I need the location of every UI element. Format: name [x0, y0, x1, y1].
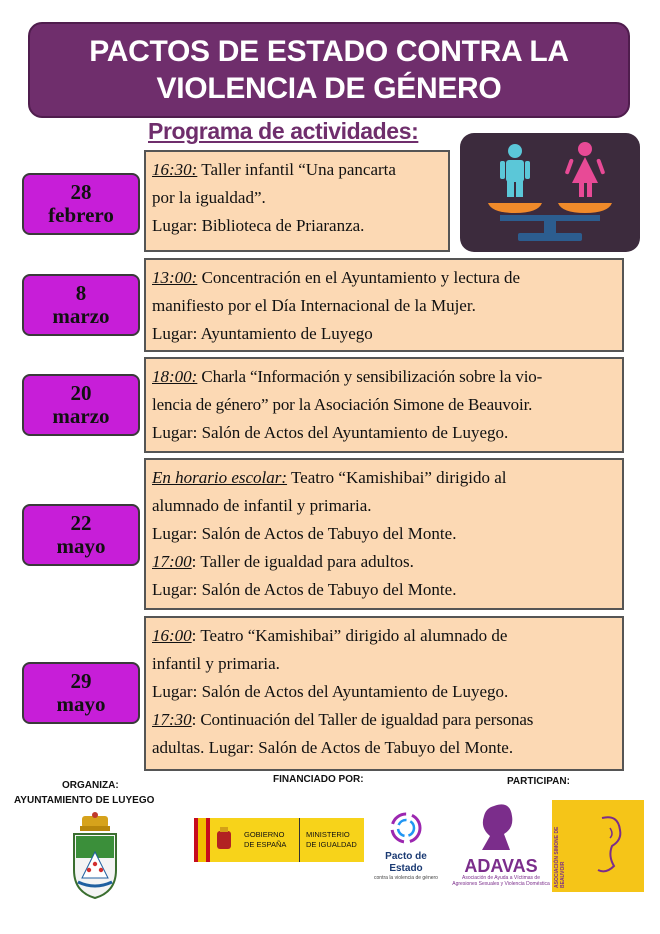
date-day: 8 [75, 281, 87, 305]
date-badge-29-mayo [22, 662, 140, 724]
adavas-sub1: Asociación de Ayuda a Víctimas de [461, 875, 540, 881]
event-text: infantil y primaria. [152, 654, 280, 673]
event-text: : Taller de igualdad para adultos. [191, 552, 414, 571]
luyego-coat-of-arms-logo [68, 812, 122, 900]
event-time: 13:00: [152, 268, 198, 287]
pacto-heart-icon [386, 810, 426, 846]
date-badge-22-mayo [22, 504, 140, 566]
pacto-sub: contra la violencia de género [374, 875, 438, 881]
financiado-label: FINANCIADO POR: [273, 774, 364, 785]
event-box-1 [144, 150, 450, 252]
event-location: Lugar: Biblioteca de Priaranza. [152, 216, 365, 235]
event-time: 17:30 [152, 710, 192, 729]
date-month: mayo [56, 534, 106, 558]
date-month: mayo [56, 692, 106, 716]
event-text: : Teatro “Kamishibai” dirigido al alumnado de [191, 626, 508, 645]
event-location: Lugar: Salón de Actos del Ayuntamiento de Luyego. [152, 682, 509, 701]
event-location: Lugar: Ayuntamiento de Luyego [152, 324, 373, 343]
gov-left-line1: GOBIERNO [244, 830, 285, 839]
event-text: : Continuación del Taller de igualdad para personas [191, 710, 534, 729]
event-box-4 [144, 458, 624, 610]
gov-right-line1: MINISTERIO [306, 830, 350, 839]
date-day: 29 [70, 669, 92, 693]
event-time: 17:00 [152, 552, 192, 571]
adavas-logo [452, 800, 550, 890]
pacto-name: Pacto de Estado [385, 851, 427, 874]
title-banner [28, 22, 630, 118]
event-text: Teatro “Kamishibai” dirigido al [287, 468, 507, 487]
event-text: por la igualdad”. [152, 188, 266, 207]
date-month: marzo [52, 304, 110, 328]
event-text: Charla “Información y sensibilización sobre la vio- [197, 367, 543, 386]
date-badge-8-marzo [22, 274, 140, 336]
event-location: Lugar: Salón de Actos de Tabuyo del Monte. [152, 524, 457, 543]
adavas-name: ADAVAS [464, 856, 538, 876]
participan-label: PARTICIPAN: [507, 776, 570, 787]
date-month: febrero [48, 203, 114, 227]
adavas-silhouette-icon [476, 800, 526, 852]
equality-scale-icon [460, 133, 640, 252]
organiza-name: AYUNTAMIENTO DE LUYEGO [14, 795, 155, 806]
event-text: alumnado de infantil y primaria. [152, 496, 372, 515]
event-time: En horario escolar: [152, 468, 288, 487]
date-day: 22 [70, 511, 92, 535]
gobierno-espana-logo [194, 818, 364, 862]
organiza-label: ORGANIZA: [62, 780, 119, 791]
program-subtitle: Programa de actividades: [148, 118, 419, 144]
event-time: 16:00 [152, 626, 192, 645]
event-box-5 [144, 616, 624, 771]
event-time: 16:30: [152, 160, 198, 179]
event-text: lencia de género” por la Asociación Simone de Beauvoir. [152, 395, 533, 414]
date-day: 28 [70, 180, 92, 204]
simone-de-beauvoir-logo [552, 800, 644, 892]
event-box-3 [144, 357, 624, 453]
title-line-1: PACTOS DE ESTADO CONTRA LA [89, 35, 569, 68]
event-time: 18:00: [152, 367, 198, 386]
gov-left-line2: DE ESPAÑA [244, 840, 287, 849]
simone-text: ASOCIACIÓN SIMONE DE BEAUVOIR [554, 826, 566, 888]
event-location: adultas. Lugar: Salón de Actos de Tabuyo del Monte. [152, 738, 514, 757]
event-box-2 [144, 258, 624, 352]
title-line-2: VIOLENCIA DE GÉNERO [156, 72, 502, 105]
event-location: Lugar: Salón de Actos del Ayuntamiento de Luyego. [152, 423, 509, 442]
event-text: manifiesto por el Día Internacional de la Mujer. [152, 296, 476, 315]
date-day: 20 [70, 381, 92, 405]
pacto-de-estado-logo [368, 810, 444, 881]
gov-right-line2: DE IGUALDAD [306, 840, 357, 849]
event-text: Taller infantil “Una pancarta [197, 160, 396, 179]
date-badge-20-marzo [22, 374, 140, 436]
date-month: marzo [52, 404, 110, 428]
event-text: Concentración en el Ayuntamiento y lectura de [197, 268, 521, 287]
adavas-sub2: Agresiones Sexuales y Violencia Doméstica [452, 881, 550, 887]
date-badge-28-febrero [22, 173, 140, 235]
event-location: Lugar: Salón de Actos de Tabuyo del Monte. [152, 580, 457, 599]
